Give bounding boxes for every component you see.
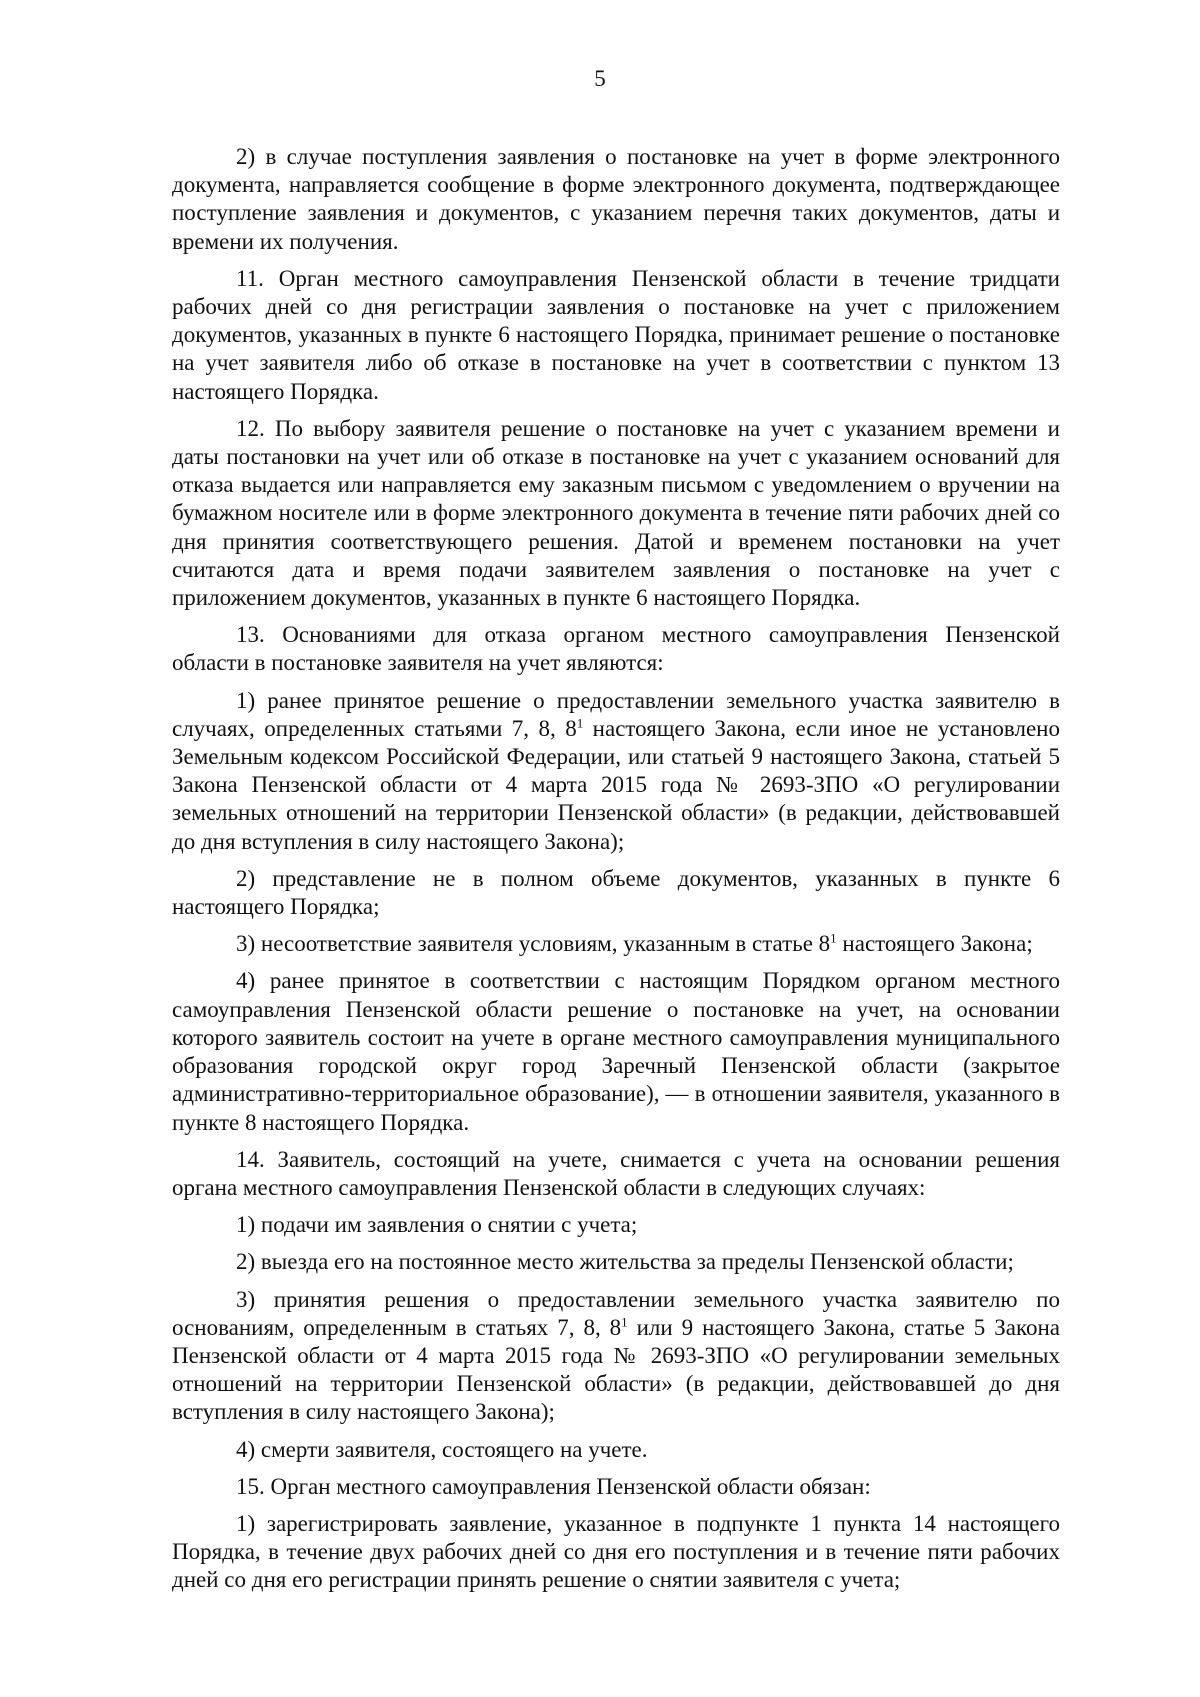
text-segment: или 9 настоящего Закона, статье 5 Закона Пензенской области от 4 марта 2015 года № 2693-ЗПО «О регулировании земельных отношений на территории Пензенской области» (в редакции, действовавшей до дня вступления в силу настоящего Закона); [172,1314,1060,1425]
paragraph-14-2: 2) выезда его на постоянное место жительства за пределы Пензенской области; [236,1249,1014,1275]
paragraph-14-1: 1) подачи им заявления о снятии с учета; [236,1212,638,1238]
text-segment: настоящего Закона, если иное не установлено Земельным кодексом Российской Федерации, или статьей 9 настоящего Закона, статьей 5 Закона Пензенской области от 4 марта 2015 года № 2693-ЗПО «О регулировании земельных отношений на территории Пензенской области» (в редакции, действовавшей до дня вступления в силу настоящего Закона); [172,715,1060,854]
paragraph-13-2: 2) представление не в полном объеме документов, указанных в пункте 6 настоящего Порядка; [172,865,1060,920]
paragraph-13-1 [172,687,1060,856]
page-number: 5 [594,66,606,91]
superscript: 1 [830,930,837,946]
paragraph-15-1: 1) зарегистрировать заявление, указанное в подпункте 1 пункта 14 настоящего Порядка, в течение двух рабочих дней со дня его поступления и в течение пяти рабочих дней со дня его регистрации принять решение о снятии заявителя с учета; [172,1510,1060,1593]
paragraph-15: 15. Орган местного самоуправления Пензенской области обязан: [236,1473,871,1499]
text-segment: 1) ранее принятое решение о предоставлении земельного участка заявителю в случаях, определенных статьями 7, 8, 8 [172,687,1060,741]
text-segment: 3) принятия решения о предоставлении земельного участка заявителю по основаниям, определенным в статьях 7, 8, 8 [172,1286,1060,1340]
paragraph-10-2: 2) в случае поступления заявления о постановке на учет в форме электронного документа, направляется сообщение в форме электронного документа, подтверждающее поступление заявления и документов, с указанием перечня таких документов, даты и времени их получения. [172,144,1060,254]
paragraph-11: 11. Орган местного самоуправления Пензенской области в течение тридцати рабочих дней со дня регистрации заявления о постановке на учет с приложением документов, указанных в пункте 6 настоящего Порядка, принимает решение о постановке на учет заявителя либо об отказе в постановке на учет в соответствии с пунктом 13 настоящего Порядка. [172,265,1060,404]
paragraph-13-4: 4) ранее принятое в соответствии с настоящим Порядком органом местного самоуправления Пензенской области решение о постановке на учет, на основании которого заявитель состоит на учете в органе местного самоуправления муниципального образования городской округ город Заречный Пензенской области (закрытое административно-территориальное образование), — в отношении заявителя, указанного в пункте 8 настоящего Порядка. [172,968,1060,1135]
superscript: 1 [621,1314,628,1330]
superscript: 1 [576,715,584,731]
paragraph-14-3 [172,1286,1060,1427]
paragraph-12: 12. По выбору заявителя решение о постановке на учет с указанием времени и даты постановки на учет или об отказе в постановке на учет с указанием оснований для отказа выдается или направляется ему заказным письмом с уведомлением о вручении на бумажном носителе или в форме электронного документа в течение пяти рабочих дней со дня принятия соответствующего решения. Датой и временем постановки на учет считаются дата и время подачи заявителем заявления о постановке на учет с приложением документов, указанных в пункте 6 настоящего Порядка. [172,415,1060,611]
paragraph-14: 14. Заявитель, состоящий на учете, снимается с учета на основании решения органа местного самоуправления Пензенской области в следующих случаях: [172,1146,1060,1200]
text-segment: 3) несоответствие заявителя условиям, указанным в статье 8 [236,931,831,957]
paragraph-13-3 [172,930,1060,958]
document-body [172,143,1060,1604]
text-segment: настоящего Закона; [836,931,1033,957]
paragraph-13: 13. Основаниями для отказа органом местного самоуправления Пензенской области в постановке заявителя на учет являются: [172,622,1060,676]
paragraph-14-4: 4) смерти заявителя, состоящего на учете. [236,1436,648,1462]
